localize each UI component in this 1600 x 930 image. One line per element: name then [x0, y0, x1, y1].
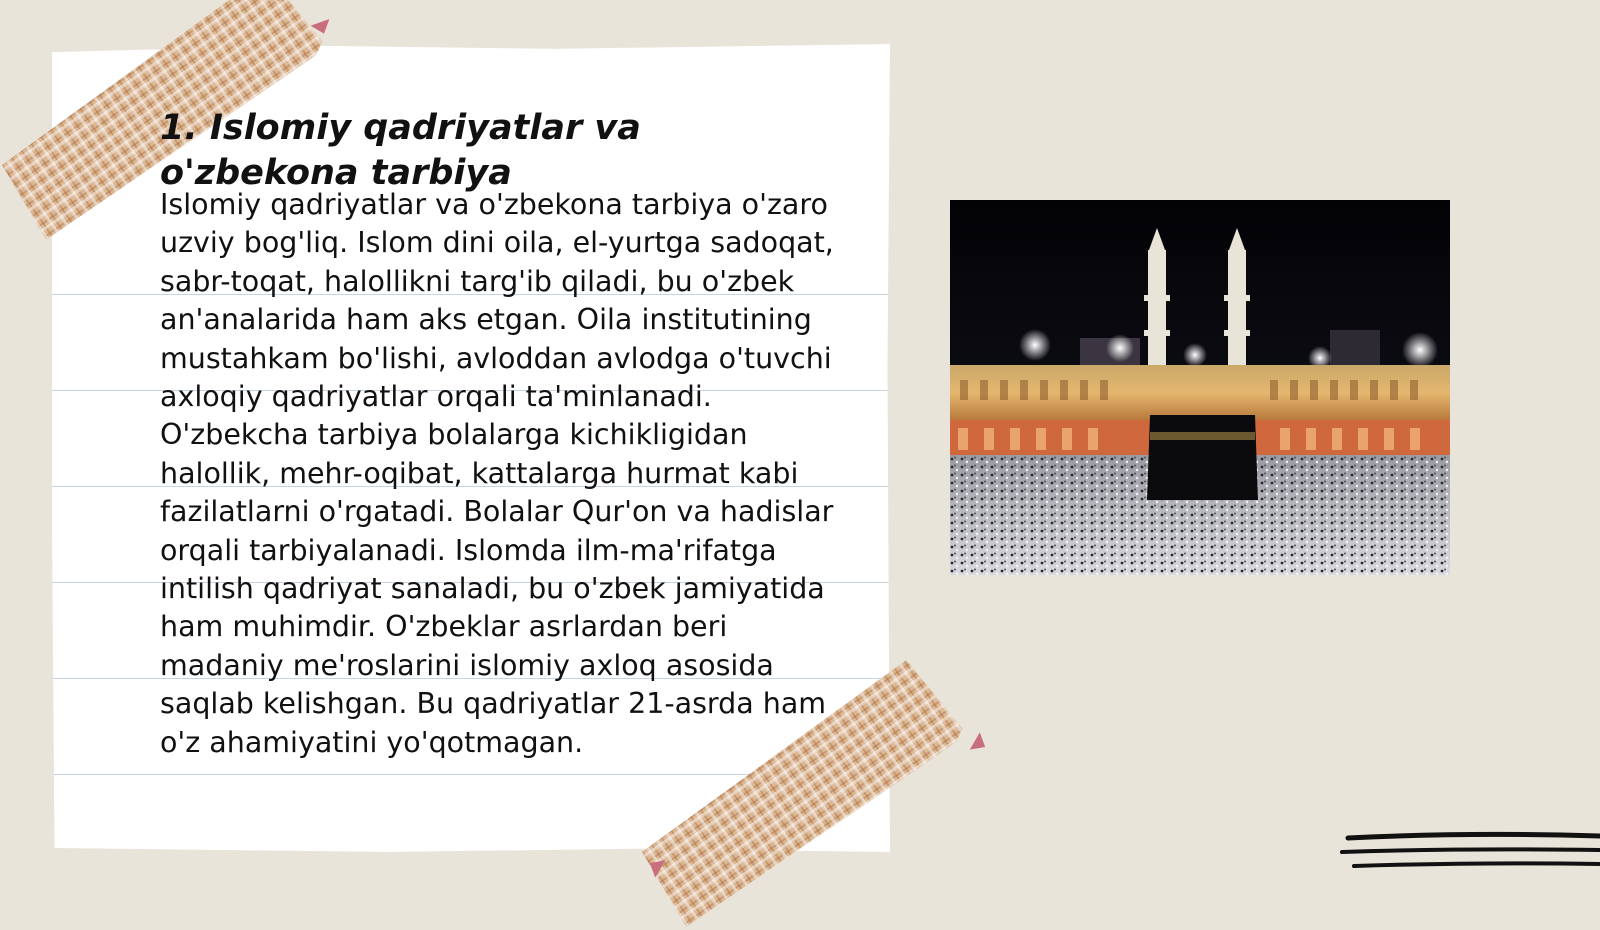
kaaba-photo: [950, 200, 1450, 575]
slide-title: 1. Islomiy qadriyatlar va o'zbekona tarbiya: [160, 108, 641, 193]
pin-icon: [311, 19, 334, 37]
kaaba-illustration: [950, 200, 1450, 575]
brush-strokes-decoration: [1340, 828, 1600, 878]
slide-body-text: Islomiy qadriyatlar va o'zbekona tarbiya o'zaro uzviy bog'liq. Islom dini oila, el-yurtga sadoqat, sabr-toqat, halollikni targ'ib qiladi, bu o'zbek an'analarida ham aks etgan. Oila institutining mustahkam bo'lishi, avloddan avlodga o'tuvchi axloqiy qadriyatlar orqali ta'minlanadi. O'zbekcha tarbiya bolalarga kichikligidan halollik, mehr-oqibat, kattalarga hurmat kabi fazilatlarni o'rgatadi. Bolalar Qur'on va hadislar orqali tarbiyalanadi. Islomda ilm-ma'rifatga intilish qadriyat sanaladi, bu o'zbek jamiyatida ham muhimdir. O'zbeklar asrlardan beri madaniy me'roslarini islomiy axloq asosida saqlab kelishgan. Bu qadriyatlar 21-asrda ham o'z ahamiyatini yo'qotmagan.: [160, 188, 834, 759]
pin-icon: [970, 732, 990, 755]
